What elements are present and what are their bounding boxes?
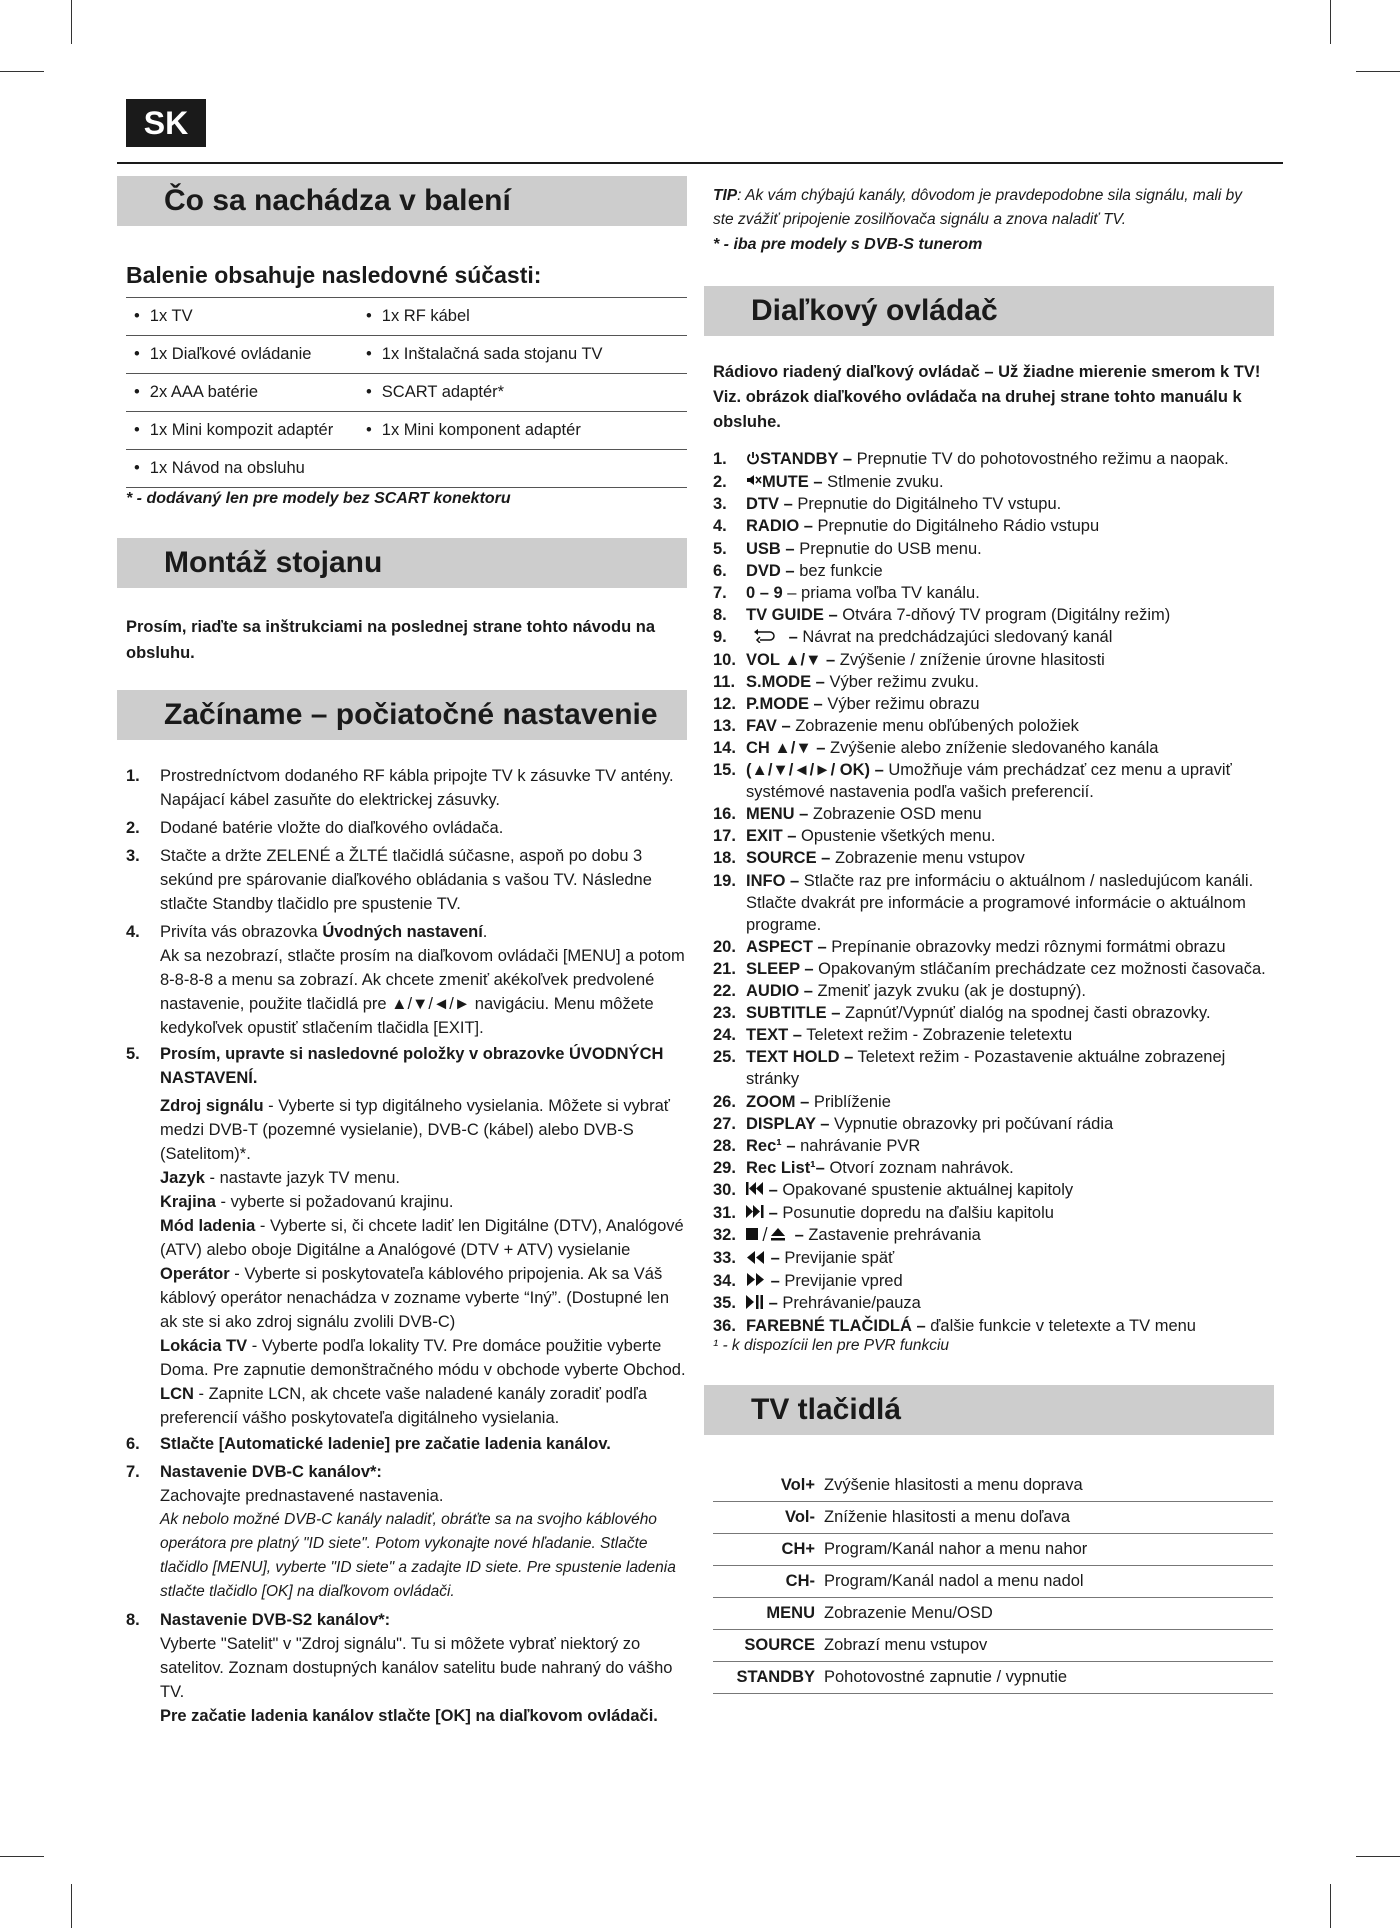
item-text: nahrávanie PVR [795, 1136, 921, 1155]
item-number: 16. [713, 805, 736, 824]
package-contents-table [126, 297, 687, 488]
table-row [126, 298, 687, 336]
step-text: Vyberte "Satelit" v "Zdroj signálu". Tu si môžete vybrať niektorý zo satelitov. Zoznam dostupných kanálov satelitu bude nahraný do vášho TV. [160, 1635, 673, 1701]
list-item [713, 649, 1283, 671]
item-key: SLEEP – [746, 959, 814, 978]
item-key: Rec¹ – [746, 1136, 796, 1155]
item-key: (▲/▼/◄/►/ OK) – [746, 761, 884, 780]
item-number: 27. [713, 1114, 736, 1133]
remote-functions-list [713, 448, 1283, 1337]
tip-note [713, 184, 1253, 232]
setup-option [160, 1214, 686, 1262]
table-row [713, 1662, 1273, 1694]
table-row [713, 1630, 1273, 1662]
item-text: ďalšie funkcie v teletexte a TV menu [925, 1317, 1196, 1335]
item-key: – [764, 1294, 778, 1313]
item-key: ZOOM – [746, 1092, 810, 1111]
mute-icon [746, 471, 762, 493]
item-key: AUDIO – [746, 982, 813, 1001]
table-row [126, 450, 687, 488]
list-item [713, 870, 1283, 936]
option-label: Mód ladenia [160, 1217, 256, 1235]
crop-mark [1356, 71, 1400, 72]
step-number: 5. [126, 1045, 140, 1063]
item-number: 12. [713, 694, 736, 713]
item-number: 15. [713, 761, 736, 780]
item-number: 6. [713, 561, 727, 580]
list-item: • SCART adaptér* [358, 374, 687, 412]
list-item [713, 1091, 1283, 1113]
item-text: Stlačte raz pre informáciu o aktuálnom / nasledujúcom kanáli. Stlačte dvakrát pre informácie a programové informácie o aktuálnom programe. [746, 871, 1254, 934]
setup-option [160, 1334, 686, 1382]
list-item [126, 844, 686, 916]
setup-steps [126, 764, 686, 1728]
button-key: Vol- [713, 1502, 823, 1534]
item-number: 1. [713, 450, 727, 468]
dvbs-note: * - iba pre modely s DVB-S tunerom [713, 236, 983, 253]
list-item [713, 1270, 1283, 1293]
list-item [713, 1247, 1283, 1270]
step-text-bold: Pre začatie ladenia kanálov stlačte [OK] na diaľkovom ovládači. [160, 1707, 658, 1725]
list-item: • 1x Inštalačná sada stojanu TV [358, 336, 687, 374]
language-badge: SK [126, 99, 206, 147]
list-item [713, 626, 1283, 649]
option-text: - Vyberte podľa lokality TV. Pre domáce použitie vyberte Doma. Pre zapnutie demonštračného módu v obchode vyberte Obchod. [160, 1337, 686, 1379]
rewind-icon [746, 1248, 766, 1270]
crop-mark [0, 71, 44, 72]
item-key: VOL ▲/▼ – [746, 650, 836, 669]
item-number: 4. [713, 517, 727, 536]
list-item [713, 604, 1283, 626]
list-item [713, 715, 1283, 737]
item-number: 14. [713, 739, 736, 757]
item-number: 7. [713, 583, 727, 602]
button-desc: Pohotovostné zapnutie / vypnutie [823, 1662, 1273, 1694]
list-item [126, 920, 686, 1040]
setup-option [160, 1094, 686, 1166]
item-number: 13. [713, 716, 736, 735]
table-row [713, 1534, 1273, 1566]
list-item [713, 1224, 1283, 1247]
list-item: • 1x Mini kompozit adaptér [126, 412, 358, 450]
item-text: bez funkcie [794, 561, 883, 580]
list-item [713, 671, 1283, 693]
item-text: Previjanie vpred [779, 1271, 903, 1290]
item-key: P.MODE – [746, 694, 823, 713]
step-title: Nastavenie DVB-S2 kanálov*: [160, 1611, 391, 1629]
item-key: MENU – [746, 805, 809, 824]
item-text: Priblíženie [809, 1092, 891, 1111]
list-item [713, 847, 1283, 869]
option-text: - Vyberte si typ digitálneho vysielania. Môžete si vybrať medzi DVB-T (pozemné vysielanie), DVB-C (kábel) alebo DVB-S (Satelitom)*. [160, 1097, 670, 1163]
list-item [713, 448, 1283, 471]
item-text: Opakované spustenie aktuálnej kapitoly [777, 1180, 1074, 1199]
return-icon [752, 627, 778, 649]
option-label: Lokácia TV [160, 1337, 248, 1355]
option-text: - Vyberte si poskytovateľa káblového pripojenia. Ak sa Váš káblový operátor nenachádza v zozname vyberte “Iný”. (Dostupné len ak ste si ako zdroj signálu zvolili DVB-C) [160, 1265, 670, 1331]
item-key: RADIO – [746, 517, 813, 536]
setup-option [160, 1190, 686, 1214]
item-key: SOURCE – [746, 849, 831, 868]
item-number: 26. [713, 1092, 736, 1111]
item-key: 0 – 9 [746, 583, 783, 602]
tip-label: TIP [713, 187, 738, 204]
item-number: 31. [713, 1203, 736, 1222]
list-item [713, 471, 1283, 494]
item-number: 11. [713, 672, 736, 691]
option-text: - Vyberte si, či chcete ladiť len Digitálne (DTV), Analógové (ATV) alebo oboje Digitálne a Analógové (DTV + ATV) vysielanie [160, 1217, 684, 1259]
item-number: 28. [713, 1136, 736, 1155]
item-key: CH ▲/▼ – [746, 739, 826, 757]
table-row [126, 336, 687, 374]
list-item [713, 958, 1283, 980]
item-text: Prepnutie do Digitálneho Rádio vstupu [812, 517, 1100, 536]
list-item [713, 538, 1283, 560]
list-item [126, 1460, 686, 1604]
pvr-footnote: ¹ - k dispozícii len pre PVR funkciu [713, 1337, 950, 1354]
item-key: USB – [746, 539, 795, 558]
tv-buttons-table [713, 1470, 1273, 1694]
step-text: Stlačte [Automatické ladenie] pre začatie ladenia kanálov. [160, 1435, 611, 1453]
item-key: FAV – [746, 716, 791, 735]
item-key: SUBTITLE – [746, 1004, 841, 1023]
step-number: 1. [126, 767, 140, 785]
item-number: 34. [713, 1271, 736, 1290]
setup-option [160, 1262, 686, 1334]
step-text: Prostredníctvom dodaného RF kábla pripojte TV k zásuvke TV antény. Napájací kábel zasuňte do elektrickej zásuvky. [160, 767, 674, 809]
step-number: 4. [126, 923, 140, 941]
item-number: 36. [713, 1317, 736, 1335]
list-item [713, 582, 1283, 604]
tip-text: : Ak vám chýbajú kanály, dôvodom je pravdepodobne sila signálu, mali by ste zvážiť pripojenie zosilňovača signálu a znova naladiť TV. [713, 187, 1243, 228]
item-text: Zmeniť jazyk zvuku (ak je dostupný). [812, 982, 1086, 1001]
step-number: 2. [126, 819, 140, 837]
list-item: • 2x AAA batérie [126, 374, 358, 412]
step-number: 6. [126, 1435, 140, 1453]
list-item-empty [358, 450, 687, 488]
item-key: – [784, 627, 798, 646]
item-text: Umožňuje vám prechádzať cez menu a upraviť systémové nastavenia podľa vašich preferencií. [746, 761, 1232, 802]
option-label: Zdroj signálu [160, 1097, 264, 1115]
item-key: DVD – [746, 561, 795, 580]
item-text: Zobrazenie OSD menu [808, 805, 982, 824]
list-item: • 1x Diaľkové ovládanie [126, 336, 358, 374]
item-text: Teletext režim - Pozastavenie aktuálne zobrazenej stránky [746, 1048, 1226, 1089]
item-text: Vypnutie obrazovky pri počúvaní rádia [829, 1114, 1114, 1133]
item-text: Stlmenie zvuku. [822, 472, 944, 491]
item-number: 35. [713, 1294, 736, 1313]
list-item [713, 1135, 1283, 1157]
item-number: 8. [713, 605, 727, 624]
button-key: SOURCE [713, 1630, 823, 1662]
item-key: – [764, 1203, 778, 1222]
item-text: Zobrazenie menu obľúbených položiek [790, 716, 1079, 735]
section-heading-stand: Montáž stojanu [117, 538, 687, 588]
remote-intro: Rádiovo riadený diaľkový ovládač – Už žiadne mierenie smerom k TV! Viz. obrázok diaľkového ovládača na druhej strane tohto manuálu k obsluhe. [713, 363, 1261, 431]
scart-note: * - dodávaný len pre modely bez SCART konektoru [126, 490, 511, 507]
item-number: 30. [713, 1180, 736, 1199]
list-item [713, 1292, 1283, 1315]
list-item [713, 515, 1283, 537]
list-item [713, 1157, 1283, 1179]
item-key: MUTE – [762, 472, 823, 491]
step-text: Dodané batérie vložte do diaľkového ovládača. [160, 819, 504, 837]
option-text: - nastavte jazyk TV menu. [204, 1169, 400, 1187]
step-text: Ak sa nezobrazí, stlačte prosím na diaľkovom ovládači [MENU] a potom 8-8-8-8 a menu sa zobrazí. Ak chcete zmeniť akékoľvek predvolené nastavenie, použite tlačidlá pre ▲/▼/◄/► navigáciu. Menu môžete kedykoľvek opustiť stlačením tlačidla [EXIT]. [160, 947, 685, 1037]
step-text: Zachovajte prednastavené nastavenia. [160, 1487, 444, 1505]
item-text: Opustenie všetkých menu. [796, 827, 996, 846]
step-text-italic: Ak nebolo možné DVB-C kanály naladiť, obráťte sa na svojho káblového operátora pre platný "ID siete". Potom vykonajte nové hľadanie. Stlačte tlačidlo [MENU], vyberte "ID siete" a zadajte ID siete. Pre spustenie ladenia stlačte tlačidlo [OK] na diaľkovom ovládači. [160, 1511, 676, 1600]
item-number: 19. [713, 871, 736, 890]
item-key: DISPLAY – [746, 1114, 830, 1133]
section-heading-contents: Čo sa nachádza v balení [117, 176, 687, 226]
item-text: Opakovaným stláčaním prechádzate cez možnosti časovača. [813, 959, 1266, 978]
item-key: S.MODE – [746, 672, 825, 691]
list-item [713, 560, 1283, 582]
button-key: STANDBY [713, 1662, 823, 1694]
table-row [713, 1566, 1273, 1598]
list-item: • 1x RF kábel [358, 298, 687, 336]
item-text: Previjanie späť [779, 1248, 895, 1267]
button-desc: Zvýšenie hlasitosti a menu doprava [823, 1470, 1273, 1502]
table-row [713, 1502, 1273, 1534]
list-item [713, 1046, 1283, 1090]
power-icon [746, 449, 760, 471]
item-number: 23. [713, 1004, 736, 1023]
item-number: 29. [713, 1158, 736, 1177]
list-item: • 1x Mini komponent adaptér [358, 412, 687, 450]
list-item [713, 1179, 1283, 1202]
button-key: CH+ [713, 1534, 823, 1566]
list-item [126, 816, 686, 840]
table-row [126, 412, 687, 450]
table-row [713, 1470, 1273, 1502]
item-text: Prepínanie obrazovky medzi rôznymi formátmi obrazu [826, 937, 1226, 956]
item-key: – [790, 1226, 804, 1245]
section-heading-remote: Diaľkový ovládač [704, 286, 1274, 336]
table-row [126, 374, 687, 412]
item-number: 33. [713, 1248, 736, 1267]
option-label: Jazyk [160, 1169, 205, 1187]
item-text: Prepnutie do Digitálneho TV vstupu. [792, 495, 1062, 514]
item-text: Zobrazenie menu vstupov [830, 849, 1025, 868]
item-text: Posunutie dopredu na ďalšiu kapitolu [777, 1203, 1054, 1222]
item-text: Zvýšenie alebo zníženie sledovaného kanála [825, 739, 1159, 757]
list-item [713, 493, 1283, 515]
item-number: 10. [713, 650, 736, 669]
item-text: – priama voľba TV kanálu. [782, 583, 980, 602]
fast-forward-icon [746, 1270, 766, 1292]
item-key: INFO – [746, 871, 800, 890]
item-key: TEXT – [746, 1026, 802, 1045]
item-text: Zvýšenie / zníženie úrovne hlasitosti [835, 650, 1105, 669]
section-heading-tv-buttons: TV tlačidlá [704, 1385, 1274, 1435]
list-item [713, 936, 1283, 958]
step-number: 3. [126, 847, 140, 865]
item-key: EXIT – [746, 827, 797, 846]
item-key: – [766, 1248, 780, 1267]
list-item: • 1x TV [126, 298, 358, 336]
button-desc: Zníženie hlasitosti a menu doľava [823, 1502, 1273, 1534]
item-key: FAREBNÉ TLAČIDLÁ – [746, 1317, 926, 1335]
item-text: Výber režimu obrazu [822, 694, 980, 713]
list-item [126, 764, 686, 812]
item-key: – [766, 1271, 780, 1290]
item-number: 25. [713, 1048, 736, 1067]
item-text: Otvorí zoznam nahrávok. [824, 1158, 1014, 1177]
item-key: Rec List¹– [746, 1158, 825, 1177]
list-item [713, 693, 1283, 715]
item-text: Otvára 7-dňový TV program (Digitálny režim) [837, 605, 1171, 624]
item-number: 3. [713, 495, 727, 514]
item-text: Zapnúť/Vypnúť dialóg na spodnej časti obrazovky. [840, 1004, 1211, 1023]
table-row [713, 1598, 1273, 1630]
stand-instructions: Prosím, riaďte sa inštrukciami na poslednej strane tohto návodu na obsluhu. [126, 618, 655, 662]
section-heading-setup: Začíname – počiatočné nastavenie [117, 690, 687, 740]
stop-eject-icon [746, 1225, 790, 1247]
option-label: LCN [160, 1385, 194, 1403]
item-number: 5. [713, 539, 727, 558]
list-item [713, 1315, 1283, 1337]
option-label: Operátor [160, 1265, 230, 1283]
list-item [126, 1432, 686, 1456]
step-title: Prosím, upravte si nasledovné položky v obrazovke ÚVODNÝCH NASTAVENÍ. [160, 1045, 664, 1087]
list-item [126, 1608, 686, 1728]
item-text: Zastavenie prehrávania [803, 1226, 981, 1245]
option-label: Krajina [160, 1193, 216, 1211]
item-number: 20. [713, 937, 736, 956]
list-item [713, 825, 1283, 847]
next-chapter-icon [746, 1202, 764, 1224]
list-item [713, 1002, 1283, 1024]
option-text: - vyberte si požadovanú krajinu. [215, 1193, 454, 1211]
button-key: MENU [713, 1598, 823, 1630]
button-desc: Program/Kanál nadol a menu nadol [823, 1566, 1273, 1598]
button-desc: Zobrazí menu vstupov [823, 1630, 1273, 1662]
list-item [713, 1024, 1283, 1046]
item-text: Prepnutie do USB menu. [794, 539, 982, 558]
list-item [713, 759, 1283, 803]
list-item [713, 1202, 1283, 1225]
crop-mark [1330, 1884, 1331, 1928]
item-key: ASPECT – [746, 937, 827, 956]
button-key: CH- [713, 1566, 823, 1598]
list-item: • 1x Návod na obsluhu [126, 450, 358, 488]
item-key: – [764, 1180, 778, 1199]
button-desc: Program/Kanál nahor a menu nahor [823, 1534, 1273, 1566]
item-key: TV GUIDE – [746, 605, 838, 624]
item-text: Výber režimu zvuku. [824, 672, 979, 691]
step-text: Stačte a držte ZELENÉ a ŽLTÉ tlačidlá súčasne, aspoň po dobu 3 sekúnd pre spárovanie diaľkového obládania s vašou TV. Následne stlačte Standby tlačidlo pre spustenie TV. [160, 847, 652, 913]
item-number: 9. [713, 627, 727, 646]
contents-subheading: Balenie obsahuje nasledovné súčasti: [126, 262, 542, 288]
list-item [713, 1113, 1283, 1135]
button-key: Vol+ [713, 1470, 823, 1502]
item-number: 24. [713, 1026, 736, 1045]
list-item [713, 737, 1283, 759]
item-key: DTV – [746, 495, 793, 514]
item-key: STANDBY – [760, 450, 852, 468]
prev-chapter-icon [746, 1179, 764, 1201]
crop-mark [71, 1884, 72, 1928]
step-number: 7. [126, 1463, 140, 1481]
item-number: 22. [713, 982, 736, 1001]
step-text: Privíta vás obrazovka [160, 923, 323, 941]
list-item [713, 803, 1283, 825]
item-number: 17. [713, 827, 736, 846]
step-title: Nastavenie DVB-C kanálov*: [160, 1463, 382, 1481]
item-number: 2. [713, 472, 727, 491]
setup-option [160, 1166, 686, 1190]
item-text: Prepnutie TV do pohotovostného režimu a naopak. [852, 450, 1229, 468]
play-pause-icon [746, 1293, 764, 1315]
item-number: 18. [713, 849, 736, 868]
step-number: 8. [126, 1611, 140, 1629]
item-key: TEXT HOLD – [746, 1048, 854, 1067]
item-number: 21. [713, 959, 736, 978]
crop-mark [0, 1856, 44, 1857]
setup-option [160, 1382, 686, 1430]
item-text: Teletext režim - Zobrazenie teletextu [801, 1026, 1073, 1045]
step-text: . [482, 923, 488, 941]
crop-mark [71, 0, 72, 44]
list-item [126, 1042, 686, 1430]
header-rule [117, 162, 1283, 164]
crop-mark [1356, 1856, 1400, 1857]
item-text: Návrat na predchádzajúci sledovaný kanál [797, 627, 1113, 646]
list-item [713, 980, 1283, 1002]
option-text: - Zapnite LCN, ak chcete vaše naladené kanály zoradiť podľa preferencií vášho poskytovateľa digitálneho vysielania. [160, 1385, 648, 1427]
step-text-bold: Úvodných nastavení [322, 923, 483, 941]
crop-mark [1330, 0, 1331, 44]
item-number: 32. [713, 1226, 736, 1245]
item-text: Prehrávanie/pauza [777, 1294, 921, 1313]
button-desc: Zobrazenie Menu/OSD [823, 1598, 1273, 1630]
